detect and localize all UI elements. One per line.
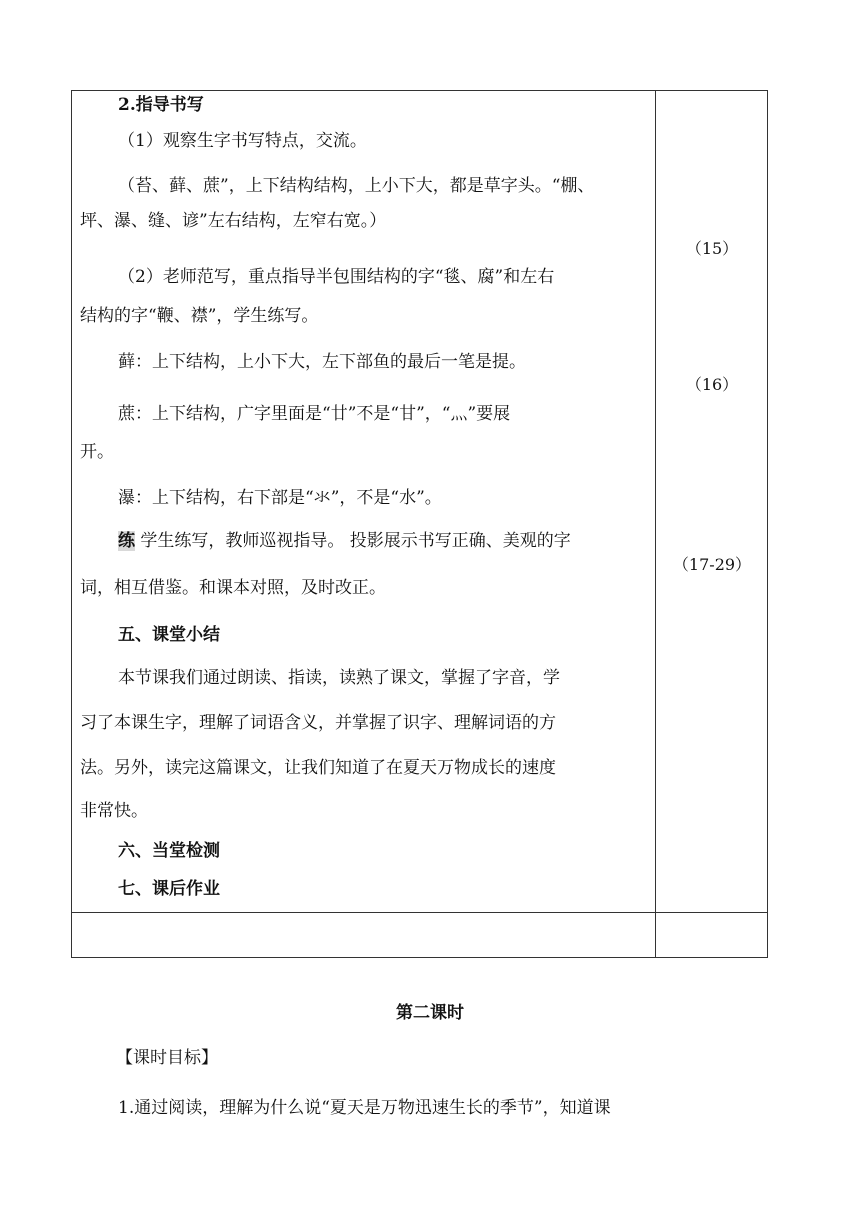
step-heading-writing: 2.指导书写	[118, 95, 204, 115]
practice-mark: 练	[118, 531, 135, 551]
char-note-zhe-line-2: 开。	[80, 442, 114, 462]
note-17-29: （17-29）	[672, 555, 752, 574]
char-note-pu: 瀑：上下结构，右下部是“氺”，不是“水”。	[118, 488, 442, 508]
summary-line-1: 本节课我们通过朗读、指读，读熟了课文，掌握了字音，学	[118, 668, 560, 688]
practice-text: 学生练写，教师巡视指导。 投影展示书写正确、美观的字	[140, 531, 571, 551]
summary-line-2: 习了本课生字，理解了词语含义，并掌握了识字、理解词语的方	[80, 713, 556, 733]
table-row-divider	[71, 912, 768, 913]
practice-line-2: 词，相互借鉴。和课本对照，及时改正。	[80, 578, 386, 598]
char-note-xian: 藓：上下结构，上小下大，左下部鱼的最后一笔是提。	[118, 352, 526, 372]
teacher-demo-line-2: 结构的字“鞭、襟”，学生练写。	[80, 306, 319, 326]
table-column-divider	[655, 90, 656, 958]
section-summary-heading: 五、课堂小结	[118, 625, 220, 645]
summary-line-4: 非常快。	[80, 801, 148, 821]
section-title: 第二课时	[396, 1003, 464, 1023]
char-note-zhe-line-1: 蔗：上下结构，广字里面是“廿”不是“甘”，“灬”要展	[118, 404, 511, 424]
observe-note-line-2: 坪、瀑、缝、谚”左右结构，左窄右宽。）	[80, 211, 387, 231]
section-homework-heading: 七、课后作业	[118, 879, 220, 899]
section-test-heading: 六、当堂检测	[118, 841, 220, 861]
note-16: （16）	[685, 375, 739, 394]
teacher-demo-line-1: （2）老师范写，重点指导半包围结构的字“毯、腐”和左右	[118, 267, 555, 287]
step-observe: （1）观察生字书写特点，交流。	[118, 131, 367, 151]
practice-line-1	[118, 530, 571, 552]
objective-line-1: 1.通过阅读，理解为什么说“夏天是万物迅速生长的季节”，知道课	[118, 1098, 611, 1118]
objective-heading: 【课时目标】	[116, 1048, 218, 1068]
note-15: （15）	[685, 239, 739, 258]
summary-line-3: 法。另外，读完这篇课文，让我们知道了在夏天万物成长的速度	[80, 758, 556, 778]
observe-note-line-1: （苔、藓、蔗”，上下结构结构，上小下大，都是草字头。“棚、	[118, 176, 595, 196]
